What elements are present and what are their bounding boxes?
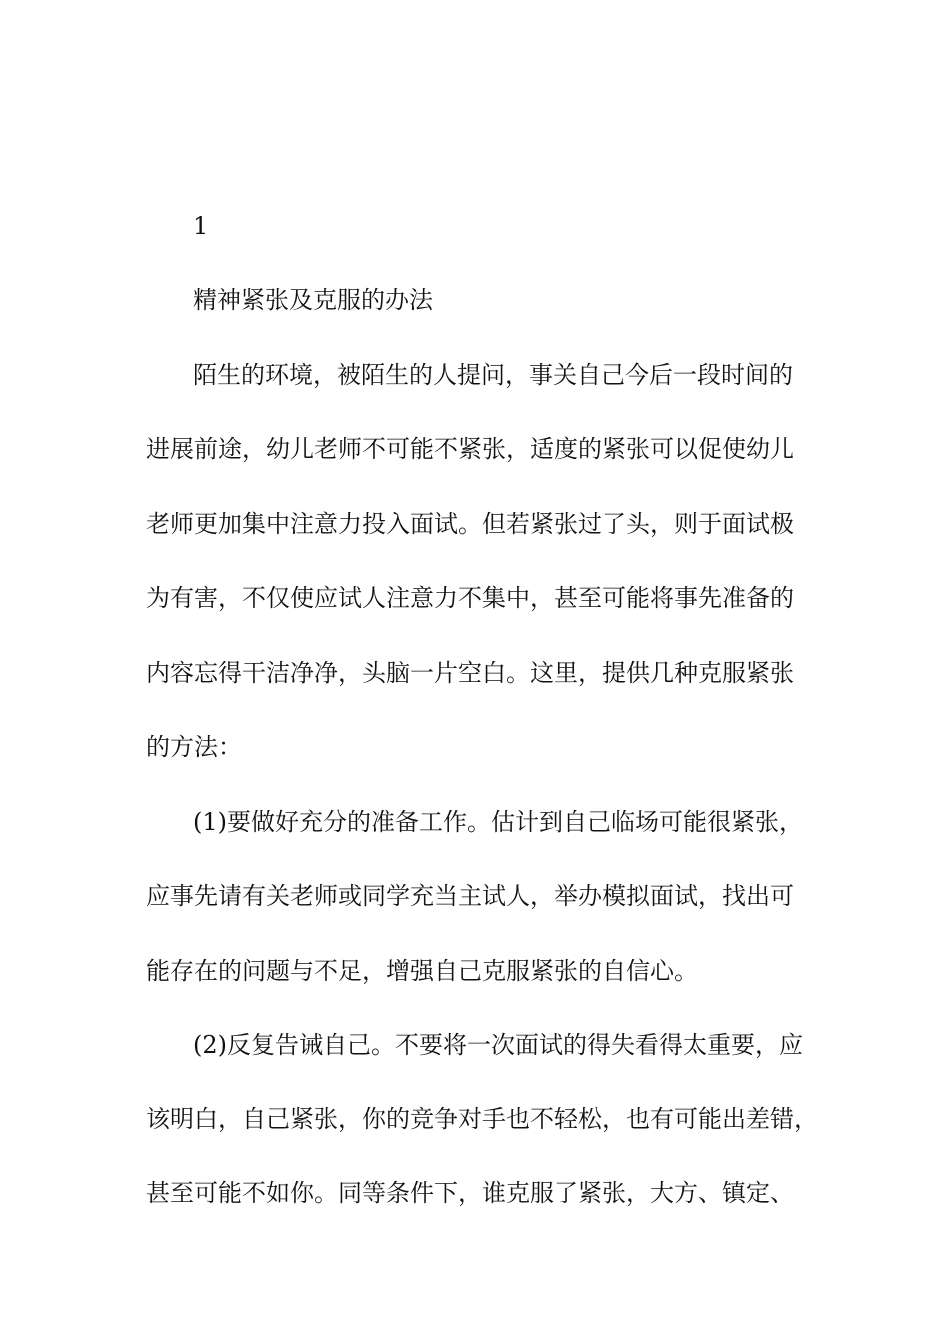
paragraph-1-line-3: 老师更加集中注意力投入面试。但若紧张过了头，则于面试极 <box>146 510 794 538</box>
paragraph-1-line-6: 的方法： <box>146 733 242 761</box>
page-number: 1 <box>193 212 209 240</box>
paragraph-2-line-3: 能存在的问题与不足，增强自己克服紧张的自信心。 <box>146 957 698 985</box>
paragraph-2-line-2: 应事先请有关老师或同学充当主试人，举办模拟面试，找出可 <box>146 882 794 910</box>
paragraph-3-line-2: 该明白，自己紧张，你的竞争对手也不轻松，也有可能出差错， <box>146 1105 818 1133</box>
paragraph-1-line-5: 内容忘得干洁净净，头脑一片空白。这里，提供几种克服紧张 <box>146 659 794 687</box>
section-heading: 精神紧张及克服的办法 <box>193 286 433 314</box>
paragraph-1-line-1: 陌生的环境，被陌生的人提问，事关自己今后一段时间的 <box>193 361 793 389</box>
paragraph-2-line-1: (1)要做好充分的准备工作。估计到自己临场可能很紧张， <box>193 808 803 836</box>
paragraph-1-line-4: 为有害，不仅使应试人注意力不集中，甚至可能将事先准备的 <box>146 584 794 612</box>
paragraph-3-line-3: 甚至可能不如你。同等条件下，谁克服了紧张，大方、镇定、 <box>146 1179 794 1207</box>
paragraph-1-line-2: 进展前途，幼儿老师不可能不紧张，适度的紧张可以促使幼儿 <box>146 435 794 463</box>
paragraph-3-line-1: (2)反复告诫自己。不要将一次面试的得失看得太重要，应 <box>193 1031 803 1059</box>
